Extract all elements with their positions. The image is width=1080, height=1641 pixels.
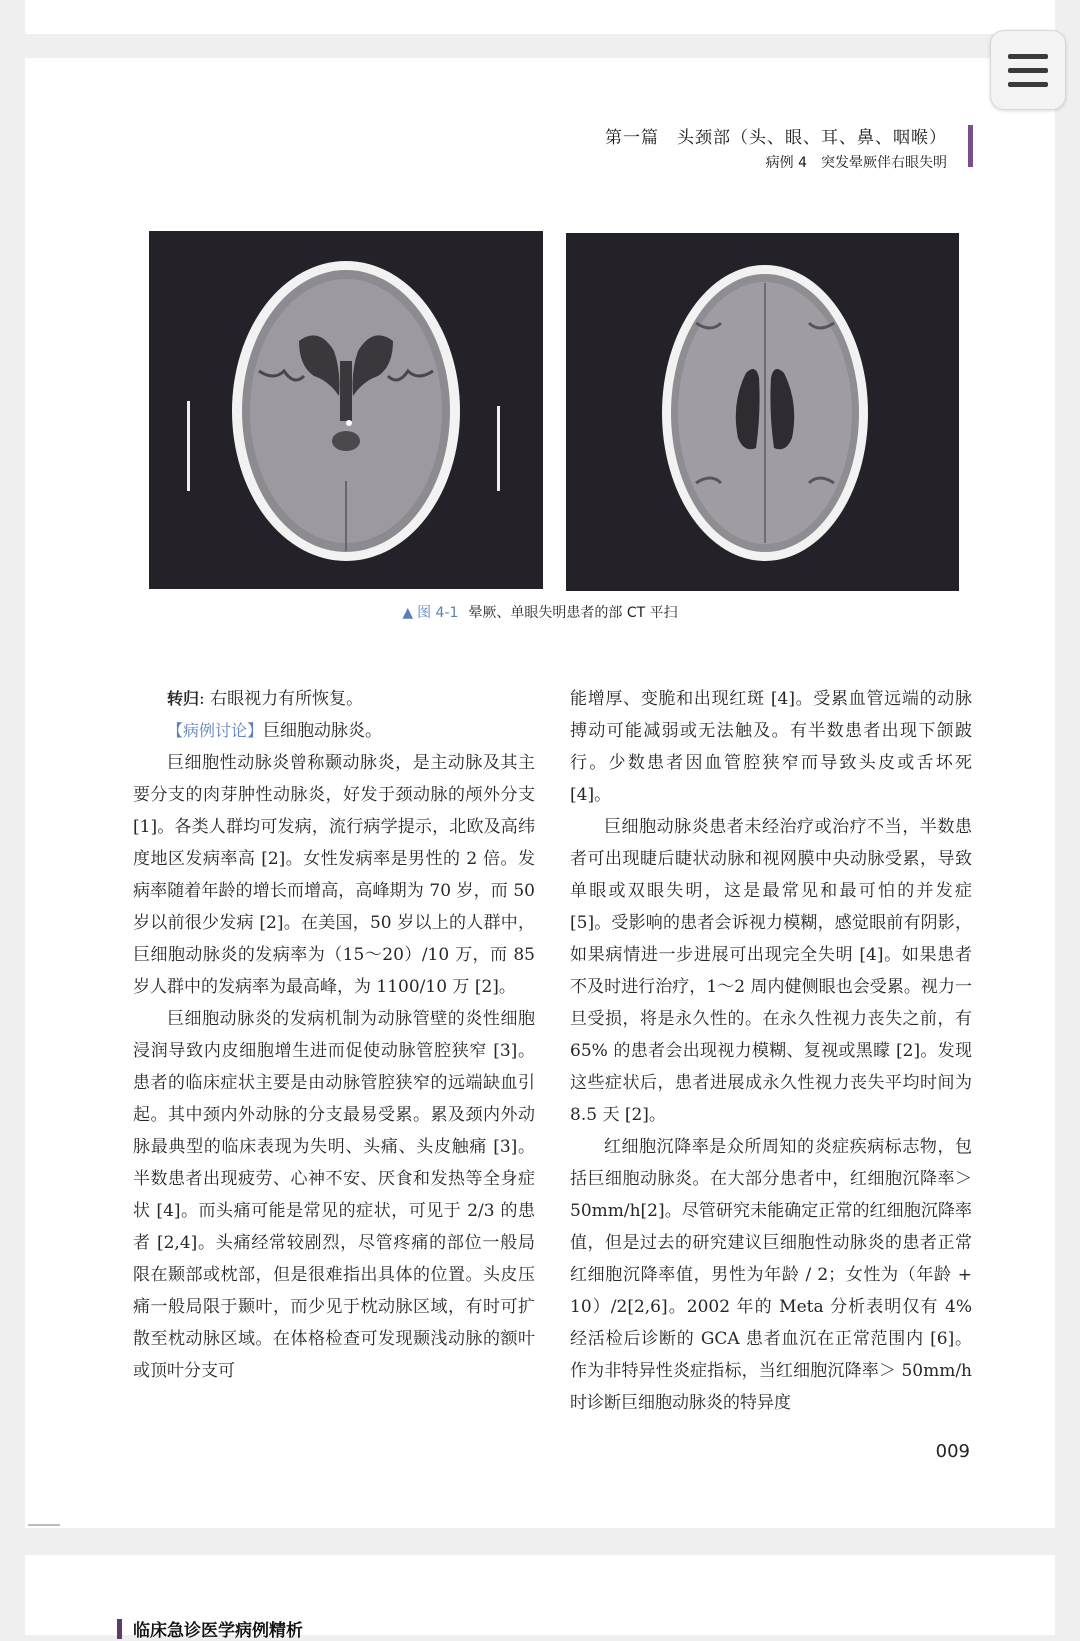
discussion-text: 巨细胞动脉炎。: [263, 721, 383, 741]
left-text-column: [133, 683, 535, 1387]
running-head: [605, 124, 947, 174]
body-paragraph: 巨细胞动脉炎患者未经治疗或治疗不当，半数患者可出现睫后睫状动脉和视网膜中央动脉受累，导致单眼或双眼失明，这是最常见和最可怕的并发症 [5]。受影响的患者会诉视力模糊，感觉眼前有阴影，如果病情进一步进展可出现完全失明 [4]。如果患者不及时进行治疗，1～2 周内健侧眼也会受累。视力一旦受损，将是永久性的。在永久性视力丧失之前，有 65% 的患者会出现视力模糊、复视或黑矇 [2]。发现这些症状后，患者进展成永久性视力丧失平均时间为 8.5 天 [2]。: [570, 817, 972, 1125]
figure-caption-text: 晕厥、单眼失明患者的部 CT 平扫: [468, 605, 678, 621]
ct-scan-image-left: [149, 231, 543, 589]
ct-scan-image-right: [566, 233, 959, 591]
discussion-paragraph: [133, 715, 535, 747]
hamburger-menu-icon[interactable]: [990, 30, 1066, 110]
discussion-label: 【病例讨论】: [167, 721, 264, 740]
page-divider: [28, 1524, 60, 1526]
case-title: 病例 4 突发晕厥伴右眼失明: [765, 155, 947, 171]
outcome-text: : 右眼视力有所恢复。: [199, 689, 364, 709]
outcome-paragraph: [133, 683, 535, 715]
running-head-accent-bar: [968, 125, 973, 167]
body-paragraph: 红细胞沉降率是众所周知的炎症疾病标志物，包括巨细胞动脉炎。在大部分患者中，红细胞沉降率＞ 50mm/h[2]。尽管研究未能确定正常的红细胞沉降率值，但是过去的研究建议巨细胞性动脉炎的患者正常红细胞沉降率值，男性为年龄 / 2；女性为（年龄 + 10）/2[2,6]。2002 年的 Meta 分析表明仅有 4% 经活检后诊断的 GCA 患者血沉在正常范围内 [6]。作为非特异性炎症指标，当红细胞沉降率＞ 50mm/h 时诊断巨细胞动脉炎的特异度: [570, 1137, 972, 1413]
body-paragraph: 巨细胞动脉炎的发病机制为动脉管壁的炎性细胞浸润导致内皮细胞增生进而促使动脉管腔狭窄 [3]。患者的临床症状主要是由动脉管腔狭窄的远端缺血引起。其中颈内外动脉的分支最易受累。累及颈内外动脉最典型的临床表现为失明、头痛、头皮触痛 [3]。半数患者出现疲劳、心神不安、厌食和发热等全身症状 [4]。而头痛可能是常见的症状，可见于 2/3 的患者 [2,4]。头痛经常较剧烈，尽管疼痛的部位一般局限在颞部或枕部，但是很难指出具体的位置。头皮压痛一般局限于颞叶，而少见于枕动脉区域，有时可扩散至枕动脉区域。在体格检查可发现颞浅动脉的额叶或顶叶分支可: [133, 1009, 535, 1381]
part-title: 第一篇 头颈部（头、眼、耳、鼻、咽喉）: [605, 128, 947, 148]
previous-page-edge: [25, 0, 1055, 34]
body-paragraph: 能增厚、变脆和出现红斑 [4]。受累血管远端的动脉搏动可能减弱或无法触及。有半数患者出现下颌跛行。少数患者因血管腔狭窄而导致头皮或舌坏死 [4]。: [570, 689, 972, 805]
right-text-column: [570, 683, 972, 1419]
page-number: 009: [935, 1441, 970, 1462]
next-running-head-bar: [117, 1619, 122, 1639]
triangle-icon: ▲: [402, 605, 414, 621]
figure-caption: [0, 602, 1080, 622]
figure-label: 图 4-1: [417, 605, 459, 621]
body-paragraph: 巨细胞性动脉炎曾称颞动脉炎，是主动脉及其主要分支的肉芽肿性动脉炎，好发于颈动脉的颅外分支 [1]。各类人群均可发病，流行病学提示，北欧及高纬度地区发病率高 [2]。女性发病率是男性的 2 倍。发病率随着年龄的增长而增高，高峰期为 70 岁，而 50 岁以前很少发病 [2]。在美国，50 岁以上的人群中，巨细胞动脉炎的发病率为（15～20）/10 万，而 85 岁人群中的发病率为最高峰，为 1100/10 万 [2]。: [133, 753, 535, 997]
outcome-label: 转归: [167, 689, 200, 708]
next-page-running-head: 临床急诊医学病例精析: [133, 1621, 303, 1641]
